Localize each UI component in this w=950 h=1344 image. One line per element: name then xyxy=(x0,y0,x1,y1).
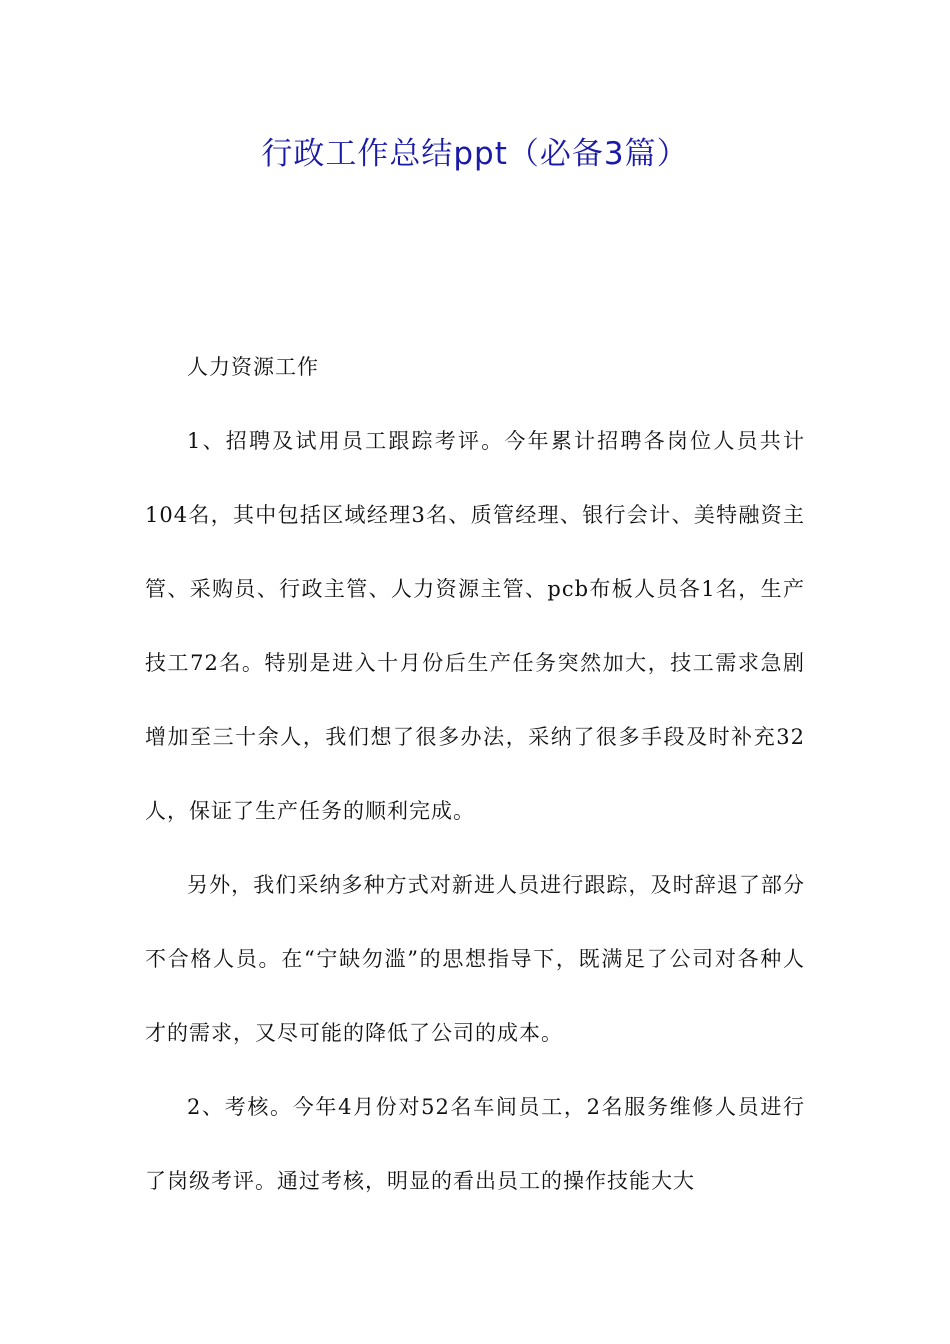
paragraph-tracking: 另外，我们采纳多种方式对新进人员进行跟踪，及时辞退了部分不合格人员。在“宁缺勿滥”的思想指导下，既满足了公司对各种人才的需求，又尽可能的降低了公司的成本。 xyxy=(145,873,805,1045)
section-heading: 人力资源工作 xyxy=(187,355,319,379)
paragraph-assessment: 2、考核。今年4月份对52名车间员工，2名服务维修人员进行了岗级考评。通过考核，明显的看出员工的操作技能大大 xyxy=(145,1095,805,1193)
document-body xyxy=(145,330,805,1218)
document-title: 行政工作总结ppt（必备3篇） xyxy=(261,136,689,172)
paragraph-recruitment: 1、招聘及试用员工跟踪考评。今年累计招聘各岗位人员共计104名，其中包括区域经理3名、质管经理、银行会计、美特融资主管、采购员、行政主管、人力资源主管、pcb布板人员各1名，生产技工72名。特别是进入十月份后生产任务突然加大，技工需求急剧增加至三十余人，我们想了很多办法，采纳了很多手段及时补充32人，保证了生产任务的顺利完成。 xyxy=(145,429,805,823)
